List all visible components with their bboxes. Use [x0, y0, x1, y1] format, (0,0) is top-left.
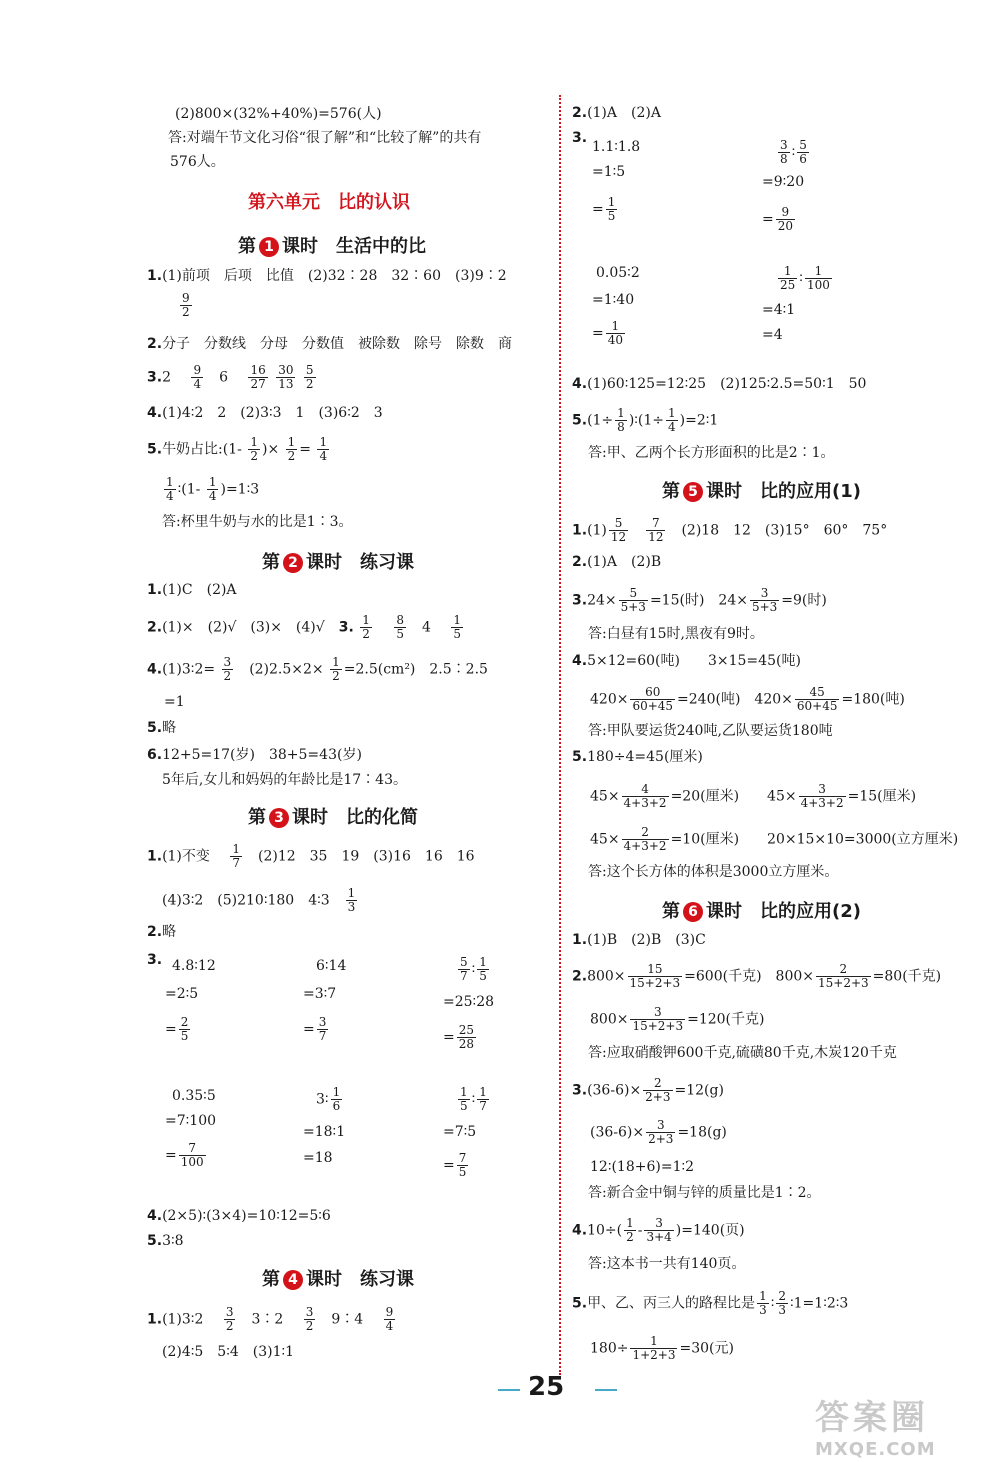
- page-number-line-right: [595, 1389, 617, 1391]
- calc-step: =4: [762, 327, 783, 343]
- question-3: 3.24× $\frac{5}{5+3}$ =15(时) 24× $\frac{3}{5+3}$ =9(时): [572, 586, 827, 614]
- calc-step: =3∶7: [303, 986, 337, 1002]
- answer-text: 答:杯里牛奶与水的比是1∶3。: [162, 514, 353, 530]
- question-1: 1.(1)C (2)A: [147, 582, 237, 598]
- calc-step: = $\frac{7}{100}$: [165, 1141, 204, 1169]
- question-2: 2.(1)A (2)B: [572, 554, 662, 570]
- question-3: 3.2 $\frac{9}{4}$ 6 $\frac{16}{27}$ $\frac{30}{13}$ $\frac{5}{2}$: [147, 363, 314, 391]
- calc-step: =18∶1: [303, 1124, 346, 1140]
- calc-step: $\frac{5}{7}$ ∶ $\frac{1}{5}$: [460, 955, 487, 983]
- calc-step: 0.05∶2: [596, 265, 640, 281]
- answer-text: 答:甲、乙两个长方形面积的比是2∶1。: [588, 445, 835, 461]
- question-4-line-2: 420× $\frac{60}{60+45}$ =240(吨) 420× $\frac{45}{60+45}$ =180(吨): [590, 685, 905, 713]
- question-2-3: 2.(1)× (2)√ (3)× (4)√ 3. $\frac{1}{2}$ $\frac{8}{5}$ 4 $\frac{1}{5}$: [147, 613, 461, 641]
- calc-step: = $\frac{7}{5}$: [443, 1151, 467, 1179]
- answer-text: 答:新合金中铜与锌的质量比是1∶2。: [588, 1185, 821, 1201]
- text-line: 答:对端午节文化习俗“很了解”和“比较了解”的共有: [168, 130, 482, 146]
- calc-step: $\frac{1}{5}$ ∶ $\frac{1}{7}$: [460, 1085, 487, 1113]
- question-2: 2.800× $\frac{15}{15+2+3}$ =600(千克) 800× $\frac{2}{15+2+3}$ =80(千克): [572, 962, 942, 990]
- text-line: 5年后,女儿和妈妈的年龄比是17∶43。: [162, 772, 407, 788]
- watermark-title: 答案圈: [815, 1398, 929, 1438]
- lesson-number-badge: 3: [269, 808, 289, 828]
- text-line: 12∶(18+6)=1∶2: [590, 1159, 695, 1175]
- lesson-number-badge: 5: [683, 482, 703, 502]
- question-5: 5.牛奶占比:(1- $\frac{1}{2}$ )× $\frac{1}{2}$ = $\frac{1}{4}$: [147, 435, 328, 463]
- calc-step: =1∶40: [592, 292, 635, 308]
- page-number: 25: [528, 1372, 565, 1402]
- answer-text: 答:白昼有15时,黑夜有9时。: [588, 626, 764, 642]
- question-4: 4.(1)3∶2= $\frac{3}{2}$ (2)2.5×2× $\frac{1}{2}$ =2.5(cm²) 2.5∶2.5: [147, 655, 488, 683]
- question-2-line-2: 800× $\frac{3}{15+2+3}$ =120(千克): [590, 1005, 765, 1033]
- question-4: 4.(1)60∶125=12∶25 (2)125∶2.5=50∶1 50: [572, 376, 867, 392]
- lesson-number-badge: 2: [283, 553, 303, 573]
- lesson-title-1: [238, 232, 426, 258]
- fraction-line: [178, 292, 194, 319]
- question-1: 1.(1)前项 后项 比值 (2)32∶28 32∶60 (3)9∶2: [147, 268, 507, 284]
- calc-step: 4.8∶12: [172, 958, 216, 974]
- question-3-label: 3.: [147, 952, 163, 968]
- lesson-number-badge: 4: [283, 1270, 303, 1290]
- answer-text: 答:甲队要运货240吨,乙队要运货180吨: [588, 723, 833, 739]
- calc-step: = $\frac{1}{40}$: [592, 319, 624, 347]
- lesson-name: 课时 生活中的比: [282, 236, 426, 257]
- answer-text: 答:应取硝酸钾600千克,硫磺80千克,木炭120千克: [588, 1045, 897, 1061]
- question-1: 1.(1)3∶2 $\frac{3}{2}$ 3∶2 $\frac{3}{2}$ 9∶4 $\frac{9}{4}$: [147, 1305, 394, 1333]
- question-4: 4.10÷( $\frac{1}{2}$ - $\frac{3}{3+4}$ )=140(页): [572, 1216, 745, 1244]
- lesson-prefix: 第: [238, 236, 256, 257]
- calc-step: = $\frac{2}{5}$: [165, 1015, 189, 1043]
- question-4: 4.(2×5)∶(3×4)=10∶12=5∶6: [147, 1208, 331, 1224]
- question-5: 5.甲、乙、丙三人的路程比是 $\frac{1}{3}$ ∶ $\frac{2}{3}$ ∶1=1∶2∶3: [572, 1289, 849, 1317]
- question-2: 2.分子 分数线 分母 分数值 被除数 除号 除数 商: [147, 336, 513, 352]
- calc-step: = $\frac{25}{28}$: [443, 1023, 475, 1051]
- text-line: (2)800×(32%+40%)=576(人): [175, 106, 382, 122]
- question-5: 5.3∶8: [147, 1233, 184, 1249]
- calc-step: 0.35∶5: [172, 1088, 216, 1104]
- question-2: 2.(1)A (2)A: [572, 105, 661, 121]
- question-3-label: 3.: [572, 130, 588, 146]
- calc-step: $\frac{1}{25}$ ∶ $\frac{1}{100}$: [780, 264, 830, 292]
- question-5: 5.略: [147, 720, 177, 736]
- question-1: 1.(1)不变 $\frac{1}{7}$ (2)12 35 19 (3)16 16 16: [147, 842, 475, 870]
- calc-step: =7∶100: [165, 1113, 217, 1129]
- calc-step: 3∶ $\frac{1}{6}$: [316, 1085, 341, 1113]
- calc-step: =4∶1: [762, 302, 796, 318]
- question-2: 2.略: [147, 924, 177, 940]
- answer-text: 答:这本书一共有140页。: [588, 1256, 746, 1272]
- text-line: 576人。: [170, 154, 225, 170]
- question-6: 6.12+5=17(岁) 38+5=43(岁): [147, 747, 362, 763]
- calc-step: $\frac{3}{8}$ ∶ $\frac{5}{6}$: [780, 138, 807, 166]
- calc-step: =18: [303, 1150, 333, 1166]
- lesson-number-badge: 6: [683, 902, 703, 922]
- unit-title: 第六单元 比的认识: [248, 192, 410, 213]
- question-1: 1.(1) $\frac{5}{12}$ $\frac{7}{12}$ (2)18 12 (3)15° 60° 75°: [572, 516, 888, 544]
- question-4: 4.5×12=60(吨) 3×15=45(吨): [572, 653, 801, 669]
- question-1-line-2: (4)3∶2 (5)210∶180 4∶3 $\frac{1}{3}$: [162, 886, 356, 914]
- calc-step: = $\frac{3}{7}$: [303, 1015, 327, 1043]
- calc-step: 1.1∶1.8: [592, 139, 641, 155]
- answer-text: 答:这个长方体的体积是3000立方厘米。: [588, 864, 839, 880]
- fraction: $\frac{9}{2}$: [182, 291, 190, 319]
- watermark-url: MXQE.COM: [815, 1439, 936, 1460]
- question-3-line-2: (36-6)× $\frac{3}{2+3}$ =18(g): [590, 1118, 727, 1146]
- watermark-logo: [815, 1390, 985, 1460]
- calc-step: = $\frac{9}{20}$: [762, 205, 794, 233]
- calc-step: =1∶5: [592, 164, 626, 180]
- lesson-title-3: 第 3 课时 比的化简: [248, 807, 418, 828]
- lesson-number-badge: 1: [259, 237, 279, 257]
- column-divider: [559, 95, 561, 1375]
- question-1: 1.(1)B (2)B (3)C: [572, 932, 706, 948]
- calc-step: = $\frac{1}{5}$: [592, 195, 616, 223]
- text-line: =1: [164, 694, 185, 710]
- question-1-line-2: (2)4∶5 5∶4 (3)1∶1: [162, 1344, 295, 1360]
- question-5-line-2: $\frac{1}{4}$ ∶(1- $\frac{1}{4}$ )=1∶3: [166, 475, 260, 503]
- lesson-title-4: 第 4 课时 练习课: [262, 1269, 414, 1290]
- question-5-line-3: 45× $\frac{2}{4+3+2}$ =10(厘米) 20×15×10=3000(立方厘米): [590, 825, 959, 853]
- calc-step: =7∶5: [443, 1124, 477, 1140]
- calc-step: 6∶14: [316, 958, 347, 974]
- question-5-line-2: 45× $\frac{4}{4+3+2}$ =20(厘米) 45× $\frac{3}{4+3+2}$ =15(厘米): [590, 782, 917, 810]
- calc-step: =25∶28: [443, 994, 495, 1010]
- page-number-line-left: [498, 1389, 520, 1391]
- calc-step: =9∶20: [762, 174, 805, 190]
- question-5: 5.(1÷ $\frac{1}{8}$ )∶(1÷ $\frac{1}{4}$ )=2∶1: [572, 406, 719, 434]
- lesson-title-2: 第 2 课时 练习课: [262, 552, 414, 573]
- question-5: 5.180÷4=45(厘米): [572, 749, 703, 765]
- lesson-title-5: 第 5 课时 比的应用(1): [662, 481, 861, 502]
- question-3: 3.(36-6)× $\frac{2}{2+3}$ =12(g): [572, 1076, 724, 1104]
- lesson-title-6: 第 6 课时 比的应用(2): [662, 901, 861, 922]
- question-5-line-2: 180÷ $\frac{1}{1+2+3}$ =30(元): [590, 1334, 734, 1362]
- question-4: 4.(1)4∶2 2 (2)3∶3 1 (3)6∶2 3: [147, 405, 383, 421]
- calc-step: =2∶5: [165, 986, 199, 1002]
